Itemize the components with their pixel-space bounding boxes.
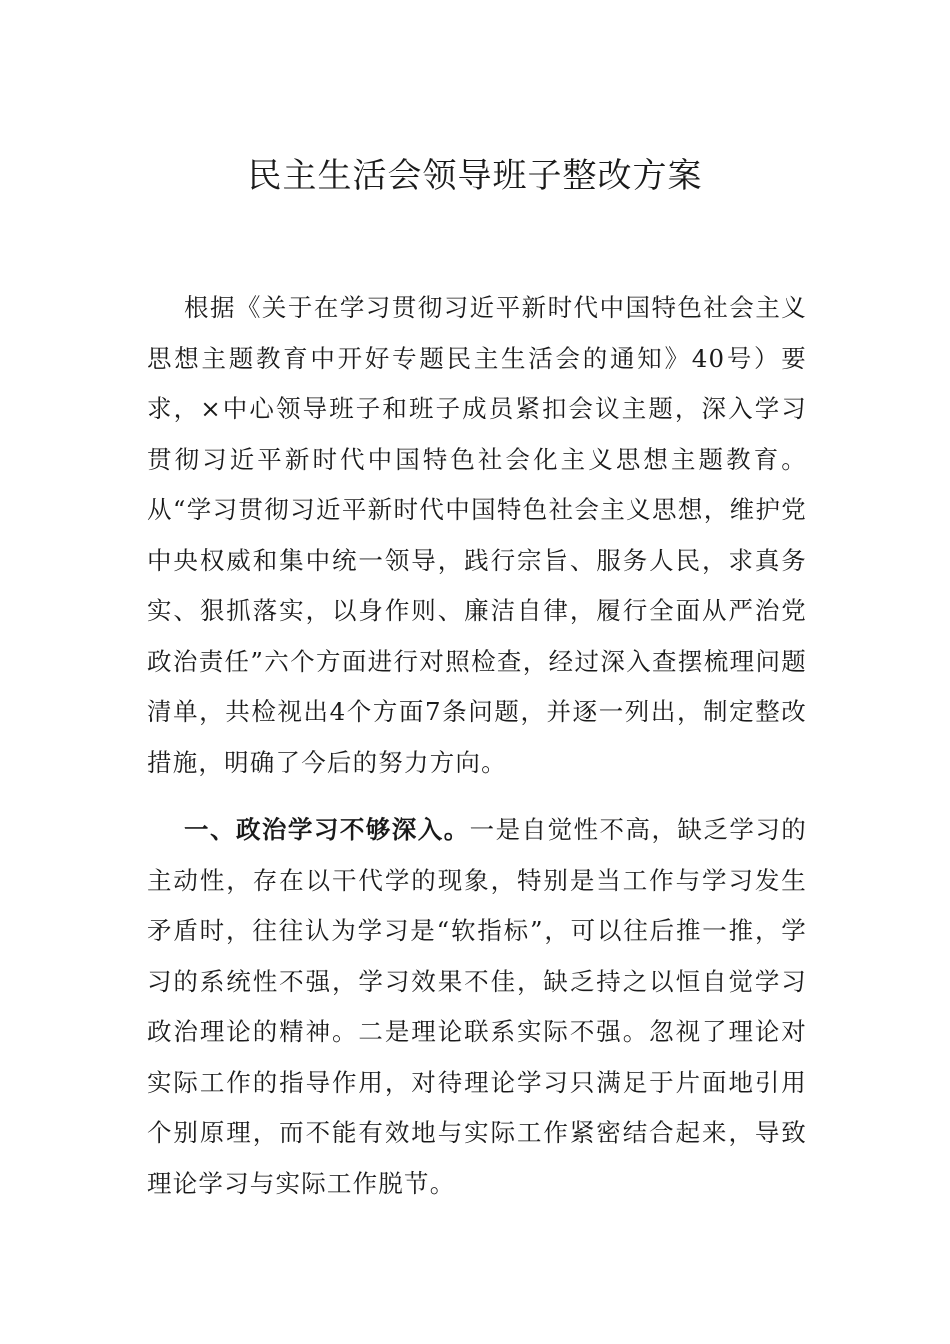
document-title: 民主生活会领导班子整改方案 <box>247 156 703 196</box>
section-1-paragraph <box>147 805 807 1209</box>
section-1-heading: 一、政治学习不够深入。 <box>184 815 470 844</box>
section-1-body: 一是自觉性不高，缺乏学习的主动性，存在以干代学的现象，特别是当工作与学习发生矛盾时，往往认为学习是“软指标”，可以往后推一推，学习的系统性不强，学习效果不佳，缺乏持之以恒自觉学习政治理论的精神。二是理论联系实际不强。忽视了理论对实际工作的指导作用，对待理论学习只满足于片面地引用个别原理，而不能有效地与实际工作紧密结合起来，导致理论学习与实际工作脱节。 <box>147 815 807 1198</box>
intro-paragraph: 根据《关于在学习贯彻习近平新时代中国特色社会主义思想主题教育中开好专题民主生活会的通知》40号）要求，×中心领导班子和班子成员紧扣会议主题，深入学习贯彻习近平新时代中国特色社会化主义思想主题教育。从“学习贯彻习近平新时代中国特色社会主义思想，维护党中央权威和集中统一领导，践行宗旨、服务人民，求真务实、狠抓落实，以身作则、廉洁自律，履行全面从严治党政治责任”六个方面进行对照检查，经过深入查摆梳理问题清单，共检视出4个方面7条问题，并逐一列出，制定整改措施，明确了今后的努力方向。 <box>147 293 807 777</box>
